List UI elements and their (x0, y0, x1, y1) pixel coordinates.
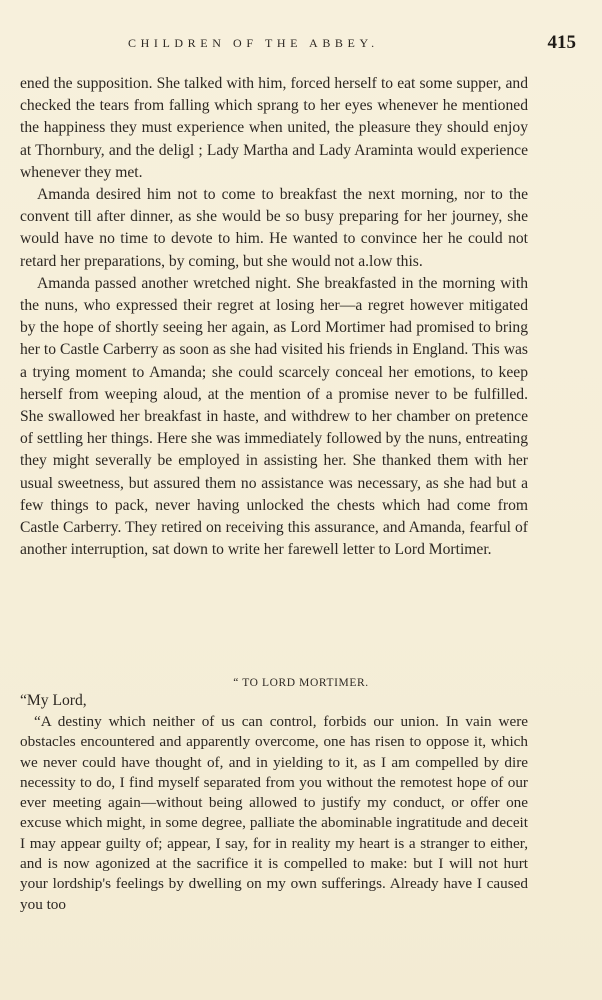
letter-body (20, 712, 528, 915)
letter-heading: “ TO LORD MORTIMER. (233, 677, 369, 689)
page-number: 415 (547, 32, 576, 53)
paragraph: Amanda passed another wretched night. She breakfasted in the morning with the nuns, who expressed their regret at losing her—a regret however mitigated by the hope of shortly seeing her again, as Lord Mortimer had promised to bring her to Castle Carberry as soon as she had visited his friends in England. This was a trying moment to Amanda; she could scarcely conceal her emotions, to keep herself from weeping aloud, at the mention of a promise never to be fulfilled. She swallowed her breakfast in haste, and withdrew to her chamber on pretence of settling her things. Here she was immediately followed by the nuns, entreating they might severally be employed in assisting her. She thanked them with her usual sweetness, but assured them no assistance was necessary, as she had but a few things to pack, never having unlocked the chests which had come from Castle Carberry. They retired on receiving this assurance, and Amanda, fearful of another interruption, sat down to write her farewell letter to Lord Mortimer. (20, 274, 528, 559)
running-title: CHILDREN OF THE ABBEY. (128, 36, 379, 50)
body-text (20, 73, 528, 561)
running-head (0, 32, 602, 56)
paragraph-continuation: ened the supposition. She talked with him, forced herself to eat some supper, and checked the tears from falling which sprang to her eyes whenever he mentioned the happiness they must experience when united, the pleasure they should enjoy at Thornbury, and the deligl ; Lady Martha and Lady Araminta would experience whenever they met. (20, 75, 528, 181)
letter-salutation: “My Lord, (20, 692, 87, 709)
letter-paragraph: “A destiny which neither of us can control, forbids our union. In vain were obstacles encountered and apparently overcome, one has risen to oppose it, which we never could have thought of, and in yielding to it, as I am compelled by dire necessity to do, I find myself separated from you without the remotest hope of our ever meeting again—without being allowed to justify my conduct, or offer one excuse which might, in some degree, palliate the abominable ingratitude and deceit I may appear guilty of; appear, I say, for in reality my heart is a stranger to either, and is now agonized at the sacrifice it is compelled to make: but I will not hurt your lordship's feelings by dwelling on my own sufferings. Already have I caused you too (20, 713, 528, 913)
paragraph: Amanda desired him not to come to breakfast the next morning, nor to the convent till after dinner, as she would be so busy preparing for her journey, she would have no time to devote to him. He wanted to convince her he could not retard her preparations, by coming, but she would not a.low this. (20, 186, 528, 270)
